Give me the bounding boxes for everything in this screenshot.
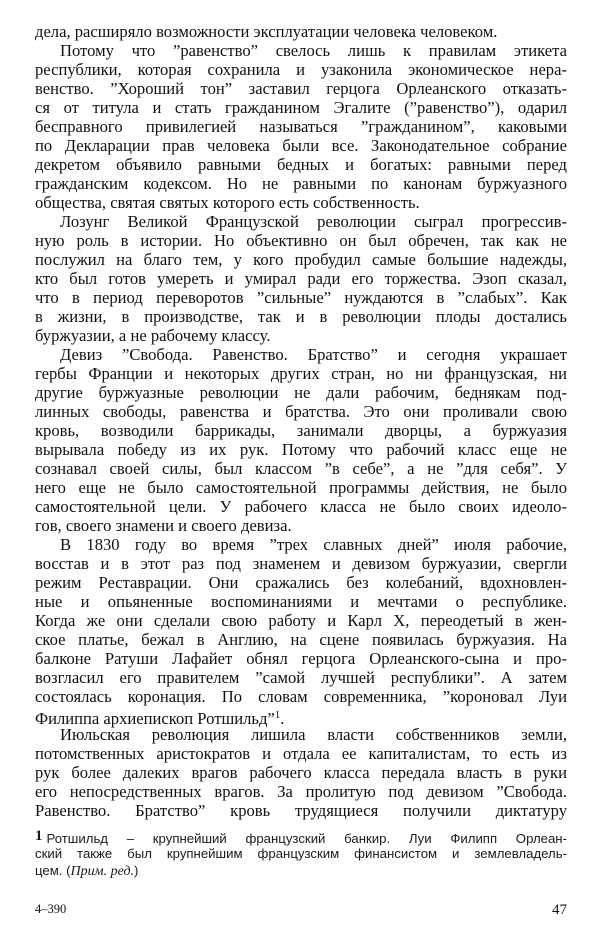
text-line: венство. ”Хороший тон” заставил герцога Орлеанского отказать- [35,79,567,98]
text-line: Потому что ”равенство” свелось лишь к правилам этикета [60,41,567,60]
text-line: республики, которая сохранила и узаконила экономическое нера- [35,60,567,79]
footnote-reference: 1 [274,709,281,721]
text-line: в жизни, в производстве, так и в революции плоды достались [35,307,567,326]
footnote-line-1: 1 Ротшильд – крупнейший французский банкир. Луи Филипп Орлеан- [35,828,567,846]
text-line: балконе Ратуши Лафайет обнял герцога Орлеанского-сына и про- [35,649,567,668]
text-line: послужил на благо тем, у кого пробудил самые большие надежды, [35,250,567,269]
text-line: гражданским кодексом. Но не равными по канонам буржуазного [35,174,567,193]
page-number: 47 [552,902,567,918]
text-line: состоялась коронация. По словам современника, ”короновал Луи [35,687,567,706]
text-line: сознавал своей силы, был классом ”в себе”, а не ”для себя”. У [35,459,567,478]
text-line: возгласил его правителем ”самой лучшей республики”. А затем [35,668,567,687]
text-line: Равенство. Братство” кровь трудящиеся получили диктатуру [35,801,567,820]
text-line: В 1830 году во время ”трех славных дней” июля рабочие, [60,535,567,554]
text-line: ское платье, бежал в Англию, на сцене появилась буржуазия. На [35,630,567,649]
text-line: другие буржуазные революции не дали рабочим, беднякам под- [35,383,567,402]
text-line: Лозунг Великой Французской революции сыграл прогрессив- [60,212,567,231]
footnote-mark: 1 [35,828,43,844]
text-line: что в период переворотов ”сильные” нуждаются в ”слабых”. Как [35,288,567,307]
text-line: ся от титула и стать гражданином Эгалите (”равенство”), одарил [35,98,567,117]
text-line: него еще не было самостоятельной программы действия, не было [35,478,567,497]
text-line: самостоятельной цели. У рабочего класса не было своих идеоло- [35,497,567,516]
text-line: гербы Франции и некоторых других стран, но ни французская, ни [35,364,567,383]
text-line: потомственных аристократов и отдала ее капиталистам, то есть из [35,744,567,763]
text-line: его непосредственных врагов. За пролитую под девизом ”Свобода. [35,782,567,801]
footnote-line-3: цем. (Прим. ред.) [35,863,139,879]
text-line: бесправного привилегией называться ”гражданином”, каковыми [35,117,567,136]
text-line: восстав и в этот раз под знаменем и девизом буржуазии, свергли [35,554,567,573]
text-line: Филиппа архиепископ Ротшильд”$^1$. [35,709,285,728]
text-line: Когда же они сделали свою работу и Карл X, переодетый в жен- [35,611,567,630]
text-line: дела, расширяло возможности эксплуатации человека человеком. [35,22,498,41]
main-text [35,22,567,820]
text-line: гов, своего знамени и своего девиза. [35,516,292,535]
text-line: режим Реставрации. Они сражались без колебаний, вдохновлен- [35,573,567,592]
text-line: линных свободы, равенства и братства. Это они проливали свою [35,402,567,421]
printer-signature: 4–390 [35,902,67,916]
text-line: рук более далеких врагов рабочего класса передала власть в руки [35,763,567,782]
text-line: ные и опьяненные воспоминаниями и мечтами о республике. [35,592,567,611]
text-line: по Декларации прав человека были все. Законодательное собрание [35,136,567,155]
text-line: вырывала победу из их рук. Потому что рабочий класс еще не [35,440,567,459]
text-line: Июльская революция лишила власти собственников земли, [60,725,567,744]
text-line: буржуазии, а не рабочему классу. [35,326,271,345]
text-line: ную роль в истории. Но объективно он был обречен, так как не [35,231,567,250]
editor-note: Прим. ред. [70,864,135,879]
text-line: кровь, возводили баррикады, занимали дворцы, а буржуазия [35,421,567,440]
text-line: Девиз ”Свобода. Равенство. Братство” и сегодня украшает [60,345,567,364]
footnote [35,828,567,879]
footnote-line-2: ский также был крупнейшим французским финансистом и землевладель- [35,846,567,861]
text-line: кто был готов умереть и умирал ради его торжества. Эзоп сказал, [35,269,567,288]
text-line: общества, святая святых которого есть собственность. [35,193,420,212]
text-line: декретом объявило равными бедных и богатых: равными перед [35,155,567,174]
